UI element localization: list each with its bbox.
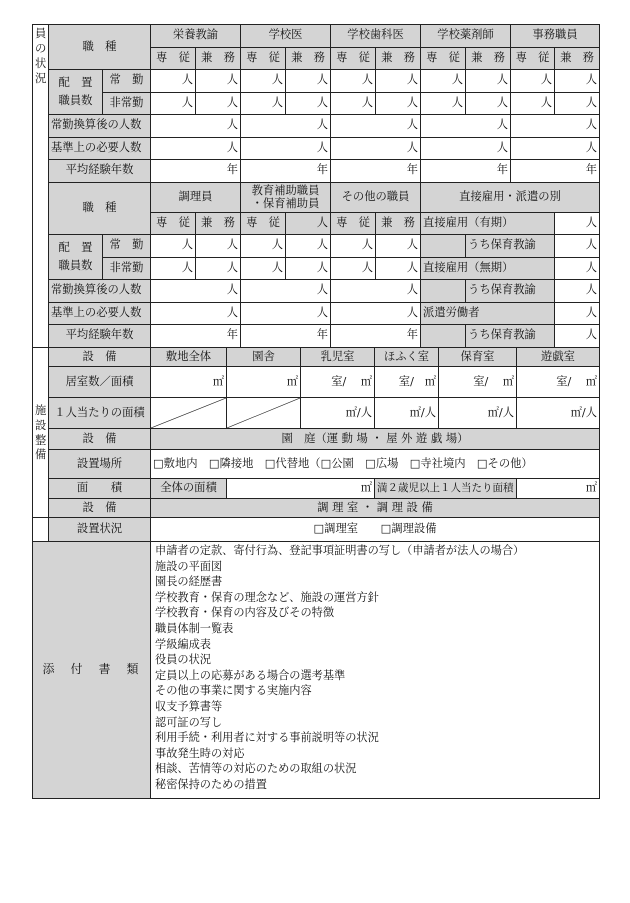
input-cell[interactable]: 人: [376, 257, 421, 280]
input-cell[interactable]: 室/ ㎡: [517, 367, 600, 398]
input-cell[interactable]: 人: [151, 137, 241, 160]
col-shikai: 学校歯科医: [331, 25, 421, 48]
chokusetsu-yuki-label: 直接雇用（有期）: [421, 212, 555, 235]
menseki-label: 面 積: [49, 479, 151, 499]
input-cell[interactable]: 人: [421, 92, 466, 115]
chokusetsu-muki-label: 直接雇用（無期）: [421, 257, 555, 280]
attachments-label: 添 付 書 類: [33, 542, 151, 799]
input-cell[interactable]: 人: [196, 70, 241, 93]
staff-table: [32, 24, 600, 348]
input-cell[interactable]: 人: [241, 115, 331, 138]
input-cell[interactable]: ㎡/人: [375, 398, 439, 429]
ken-label: 兼 務: [555, 47, 600, 70]
input-cell[interactable]: 人: [511, 137, 600, 160]
input-cell[interactable]: 人: [555, 257, 600, 280]
input-cell[interactable]: 人: [331, 257, 376, 280]
input-cell[interactable]: 人: [151, 92, 196, 115]
input-cell[interactable]: 人: [151, 257, 196, 280]
input-cell[interactable]: 人: [331, 70, 376, 93]
haichi-label: 配 置 職員数: [49, 70, 103, 115]
kansan-label: 常勤換算後の人数: [49, 280, 151, 303]
input-cell[interactable]: ㎡: [227, 367, 301, 398]
input-cell[interactable]: 人: [241, 302, 331, 325]
list-item: その他の事業に関する実施内容: [155, 684, 312, 698]
kitchen-options[interactable]: □調理室 □調理設備: [151, 518, 600, 542]
kitchen-title: 調 理 室 ・ 調 理 設 備: [151, 499, 600, 518]
input-cell[interactable]: 年: [241, 160, 331, 183]
kyoshitsu-label: 居室数／面積: [49, 367, 151, 398]
col-hoiku: 保育室: [439, 348, 517, 367]
input-cell[interactable]: 人: [331, 137, 421, 160]
hijokin-label: 非常勤: [103, 92, 151, 115]
garden-title: 園 庭（運 動 場 ・ 屋 外 遊 戯 場）: [151, 429, 600, 450]
setsubi-label: 設 備: [49, 348, 151, 367]
col-eiyou: 栄養教諭: [151, 25, 241, 48]
input-cell[interactable]: 年: [241, 325, 331, 348]
input-cell[interactable]: 室/ ㎡: [301, 367, 375, 398]
input-cell[interactable]: 年: [151, 160, 241, 183]
list-item: 秘密保持のための措置: [155, 777, 267, 791]
list-item: 学級編成表: [155, 637, 211, 651]
input-cell[interactable]: 人: [376, 235, 421, 258]
uchi-hoiku-label: うち保育教諭: [466, 280, 555, 303]
list-item: 収支予算書等: [155, 699, 223, 713]
list-item: 事故発生時の対応: [155, 746, 245, 760]
input-cell[interactable]: 室/ ㎡: [375, 367, 439, 398]
input-cell[interactable]: 人: [331, 92, 376, 115]
col-jimu: 事務職員: [511, 25, 600, 48]
list-item: 定員以上の応募がある場合の選考基準: [155, 668, 346, 682]
input-cell[interactable]: ㎡/人: [301, 398, 375, 429]
per-person-label: １人当たりの面積: [49, 398, 151, 429]
input-cell[interactable]: 年: [151, 325, 241, 348]
input-cell[interactable]: ㎡: [227, 479, 375, 499]
input-cell[interactable]: 人: [555, 325, 600, 348]
diagonal-cell: [151, 398, 227, 429]
input-cell[interactable]: 人: [151, 70, 196, 93]
input-cell[interactable]: 人: [151, 280, 241, 303]
list-item: 認可証の写し: [155, 715, 223, 729]
list-item: 職員体制一覧表: [155, 621, 234, 635]
input-cell[interactable]: 人: [196, 257, 241, 280]
input-cell[interactable]: 人: [151, 302, 241, 325]
list-item: 施設の平面図: [155, 559, 223, 573]
staff-section-label: 員の状況: [33, 25, 49, 348]
col-hojo: 教育補助職員 ・保育補助員: [241, 182, 331, 212]
sen-label: 専 従: [151, 212, 196, 235]
input-cell[interactable]: 人: [196, 92, 241, 115]
input-cell[interactable]: 人: [286, 257, 331, 280]
input-cell[interactable]: 人: [241, 137, 331, 160]
input-cell[interactable]: 人: [286, 235, 331, 258]
input-cell[interactable]: 人: [241, 280, 331, 303]
input-cell[interactable]: 人: [555, 235, 600, 258]
ken-label: 兼 務: [196, 47, 241, 70]
input-cell[interactable]: 年: [421, 160, 511, 183]
hitsuyou-label: 基準上の必要人数: [49, 137, 151, 160]
input-cell[interactable]: 人: [555, 92, 600, 115]
jokin-label: 常 勤: [103, 235, 151, 258]
uchi-hoiku-label: うち保育教諭: [466, 325, 555, 348]
input-cell[interactable]: 人: [331, 235, 376, 258]
input-cell[interactable]: 人: [331, 302, 421, 325]
ken-label: 兼 務: [376, 212, 421, 235]
col-gakkoui: 学校医: [241, 25, 331, 48]
input-cell[interactable]: ㎡/人: [517, 398, 600, 429]
jokin-label: 常 勤: [103, 70, 151, 93]
input-cell[interactable]: 人: [376, 92, 421, 115]
col-ensha: 園舎: [227, 348, 301, 367]
input-cell[interactable]: 人: [511, 70, 555, 93]
hijokin-label: 非常勤: [103, 257, 151, 280]
col-koyou: 直接雇用・派遣の別: [421, 182, 600, 212]
sen-label: 専 従: [241, 212, 286, 235]
input-cell[interactable]: 人: [151, 115, 241, 138]
sen-label: 専 従: [511, 47, 555, 70]
input-cell[interactable]: 年: [331, 160, 421, 183]
setchi-basho-label: 設置場所: [49, 450, 151, 479]
ken-label: 兼 務: [376, 47, 421, 70]
input-cell[interactable]: 人: [241, 92, 286, 115]
input-cell[interactable]: 人: [151, 235, 196, 258]
uchi-hoiku-label: うち保育教諭: [466, 235, 555, 258]
hitsuyou-label: 基準上の必要人数: [49, 302, 151, 325]
setsubi-label: 設 備: [49, 499, 151, 518]
application-form: [32, 24, 599, 799]
input-cell[interactable]: 人: [466, 70, 511, 93]
list-item: 学校教育・保育の理念など、施設の運営方針: [155, 590, 379, 604]
sen-label: 専 従: [151, 47, 196, 70]
per-child-label: 満２歳児以上１人当たり面積: [375, 479, 517, 499]
sen-label: 専 従: [241, 47, 286, 70]
input-cell[interactable]: 人: [331, 280, 421, 303]
setchi-jokyo-label: 設置状況: [49, 518, 151, 542]
input-cell[interactable]: ㎡: [517, 479, 600, 499]
input-cell[interactable]: 人: [421, 115, 511, 138]
list-item: 学校教育・保育の内容及びその特徴: [155, 606, 335, 620]
input-cell[interactable]: 人: [555, 212, 600, 235]
input-cell[interactable]: 人: [241, 257, 286, 280]
input-cell[interactable]: 人: [555, 302, 600, 325]
facility-table: [32, 347, 600, 542]
input-cell[interactable]: 人: [466, 92, 511, 115]
ken-label: 兼 務: [466, 47, 511, 70]
col-shikichi: 敷地全体: [151, 348, 227, 367]
input-cell[interactable]: 人: [421, 70, 466, 93]
kansan-label: 常勤換算後の人数: [49, 115, 151, 138]
input-cell[interactable]: 人: [241, 70, 286, 93]
col-yugi: 遊戯室: [517, 348, 600, 367]
col-other: その他の職員: [331, 182, 421, 212]
input-cell[interactable]: ㎡/人: [439, 398, 517, 429]
list-item: 相談、苦情等の対応のための取組の状況: [155, 762, 357, 776]
list-item: 利用手続・利用者に対する事前説明等の状況: [155, 731, 379, 745]
list-item: 園長の経歴書: [155, 575, 223, 589]
sen-label: 専 従: [421, 47, 466, 70]
col-nyuji: 乳児室: [301, 348, 375, 367]
location-options[interactable]: □敷地内 □隣接地 □代替地（□公園 □広場 □寺社境内 □その他）: [151, 450, 600, 479]
facility-section-label: 施設整備: [33, 348, 49, 518]
input-cell[interactable]: 人: [511, 115, 600, 138]
input-cell[interactable]: 人: [511, 92, 555, 115]
diagonal-cell: [227, 398, 301, 429]
col-chori: 調理員: [151, 182, 241, 212]
haken-label: 派遣労働者: [421, 302, 555, 325]
header-shokushu-2: 職 種: [49, 182, 151, 235]
input-cell[interactable]: 人: [376, 70, 421, 93]
total-area-label: 全体の面積: [151, 479, 227, 499]
input-cell[interactable]: 室/ ㎡: [439, 367, 517, 398]
input-cell[interactable]: 人: [421, 137, 511, 160]
attachments-table: [32, 541, 600, 799]
input-cell[interactable]: 人: [555, 70, 600, 93]
ken-label: 兼 務: [196, 212, 241, 235]
keiken-label: 平均経験年数: [49, 325, 151, 348]
input-cell[interactable]: ㎡: [151, 367, 227, 398]
input-cell[interactable]: 人: [331, 115, 421, 138]
input-cell[interactable]: 人: [241, 235, 286, 258]
list-item: 役員の状況: [155, 653, 211, 667]
sen-label: 専 従: [331, 47, 376, 70]
ken-label: 兼 務: [286, 47, 331, 70]
unit-label: 人: [286, 212, 331, 235]
setsubi-label: 設 備: [49, 429, 151, 450]
input-cell[interactable]: 人: [286, 70, 331, 93]
input-cell[interactable]: 年: [511, 160, 600, 183]
sen-label: 専 従: [331, 212, 376, 235]
header-shokushu: 職 種: [49, 25, 151, 70]
input-cell[interactable]: 人: [286, 92, 331, 115]
list-item: 申請者の定款、寄付行為、登記事項証明書の写し（申請者が法人の場合）: [155, 544, 525, 557]
input-cell[interactable]: 年: [331, 325, 421, 348]
col-hofuku: ほふく室: [375, 348, 439, 367]
haichi-label-2: 配 置 職員数: [49, 235, 103, 280]
attachments-list: [151, 542, 600, 799]
col-yakuzaishi: 学校薬剤師: [421, 25, 511, 48]
keiken-label: 平均経験年数: [49, 160, 151, 183]
input-cell[interactable]: 人: [196, 235, 241, 258]
input-cell[interactable]: 人: [555, 280, 600, 303]
